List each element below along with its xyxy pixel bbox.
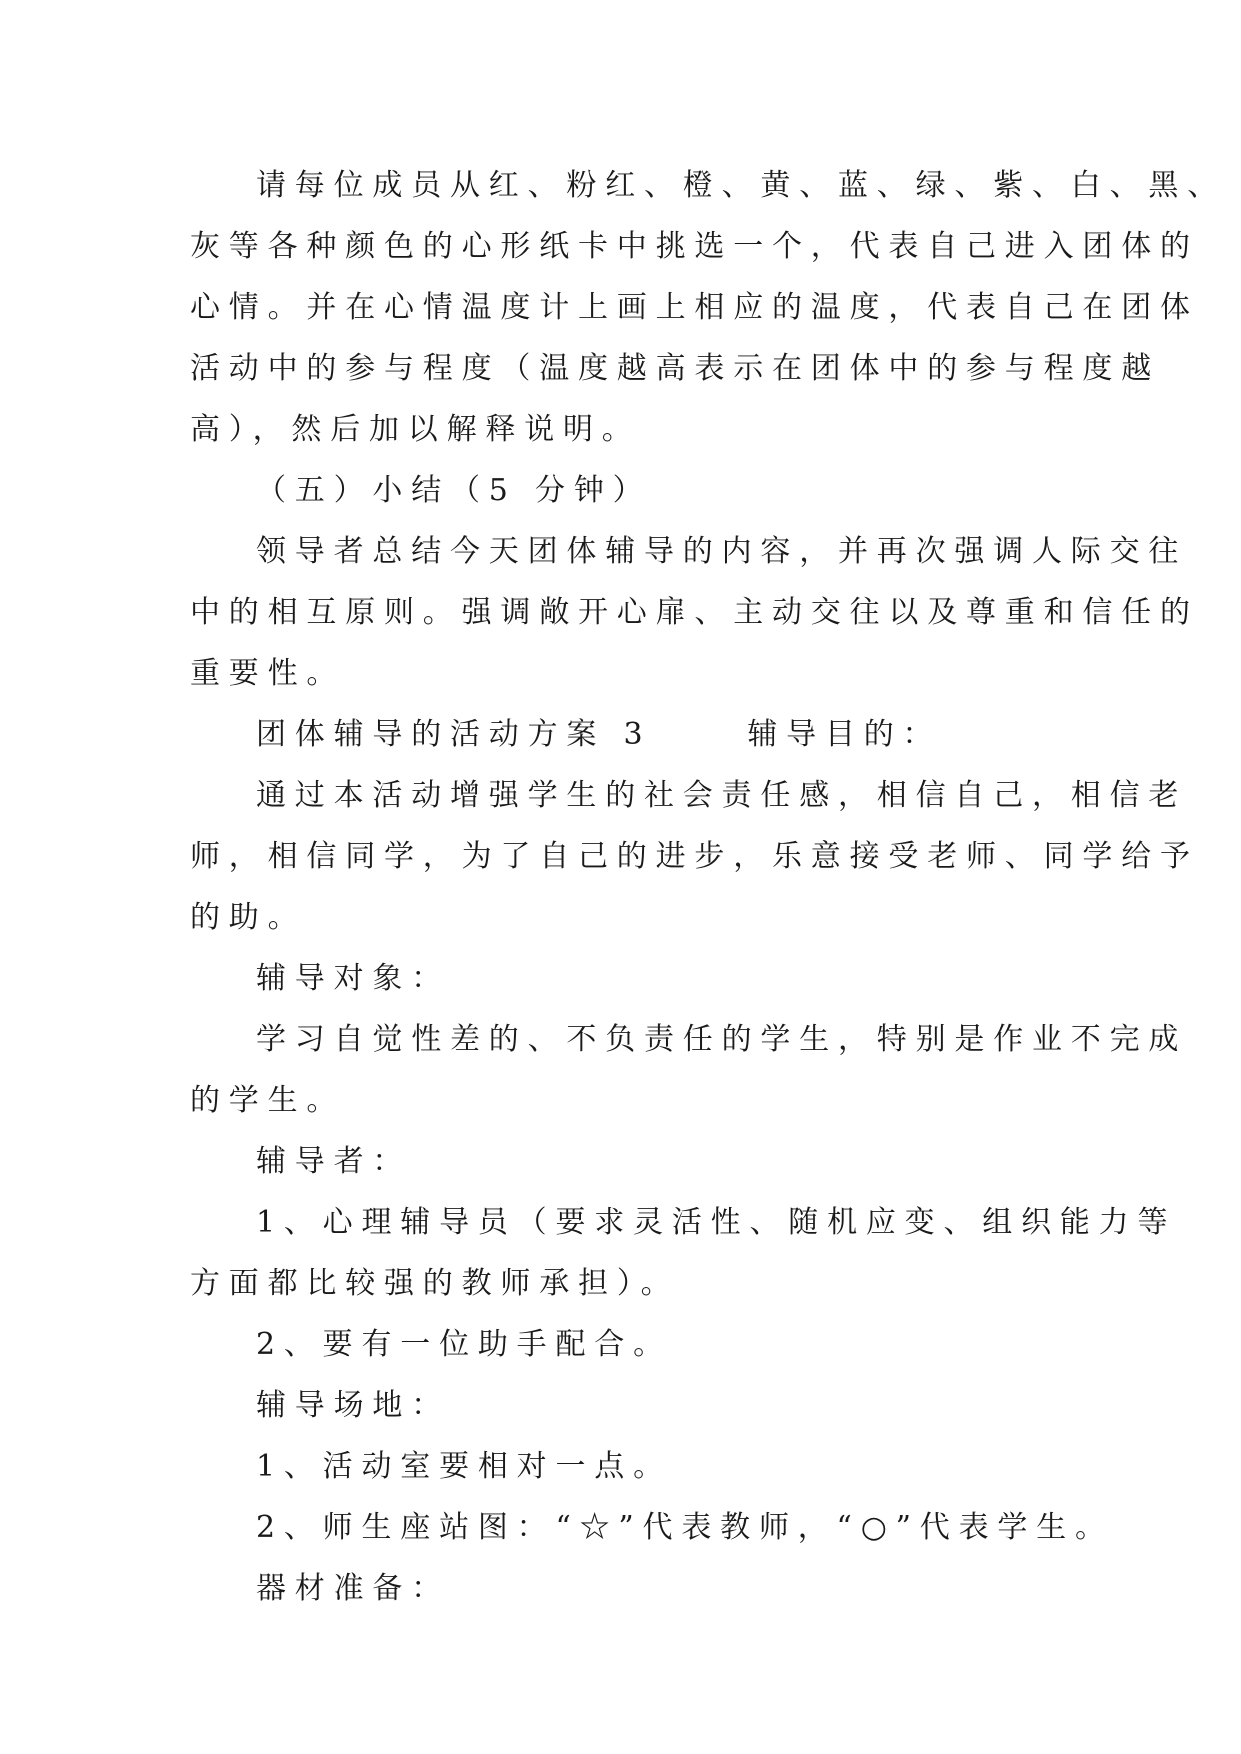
text-line: 学习自觉性差的、不负责任的学生，特别是作业不完成: [256, 1022, 1188, 1057]
section-heading: 辅导者：: [256, 1144, 412, 1179]
text-line: 的学生。: [190, 1083, 346, 1118]
text-line: 中的相互原则。强调敞开心扉、主动交往以及尊重和信任的: [190, 595, 1199, 630]
text-line: 请每位成员从红、粉红、橙、黄、蓝、绿、紫、白、黑、: [256, 168, 1226, 203]
text-line: 方面都比较强的教师承担）。: [190, 1266, 680, 1301]
text-line: 通过本活动增强学生的社会责任感，相信自己，相信老: [256, 778, 1188, 813]
text-line: 高），然后加以解释说明。: [190, 412, 641, 447]
section-heading: 团体辅导的活动方案 3 辅导目的：: [256, 717, 942, 752]
text-line: 1、心理辅导员（要求灵活性、随机应变、组织能力等: [256, 1205, 1177, 1240]
text-line: 领导者总结今天团体辅导的内容，并再次强调人际交往: [256, 534, 1188, 569]
section-heading: 辅导场地：: [256, 1388, 450, 1423]
text-line: 2、师生座站图：“☆”代表教师，“○”代表学生。: [256, 1510, 1114, 1545]
text-line: 1、活动室要相对一点。: [256, 1449, 672, 1484]
text-line: 的助。: [190, 900, 307, 935]
text-line: 师，相信同学，为了自己的进步，乐意接受老师、同学给予: [190, 839, 1199, 874]
text-line: 心情。并在心情温度计上画上相应的温度，代表自己在团体: [190, 290, 1199, 325]
text-line: 灰等各种颜色的心形纸卡中挑选一个，代表自己进入团体的: [190, 229, 1199, 264]
text-line: 2、要有一位助手配合。: [256, 1327, 672, 1362]
text-line: 活动中的参与程度（温度越高表示在团体中的参与程度越: [190, 351, 1160, 386]
section-heading: 辅导对象：: [256, 961, 450, 996]
text-line: 重要性。: [190, 656, 346, 691]
section-heading: （五）小结（5 分钟）: [256, 473, 652, 508]
section-heading: 器材准备：: [256, 1571, 450, 1606]
